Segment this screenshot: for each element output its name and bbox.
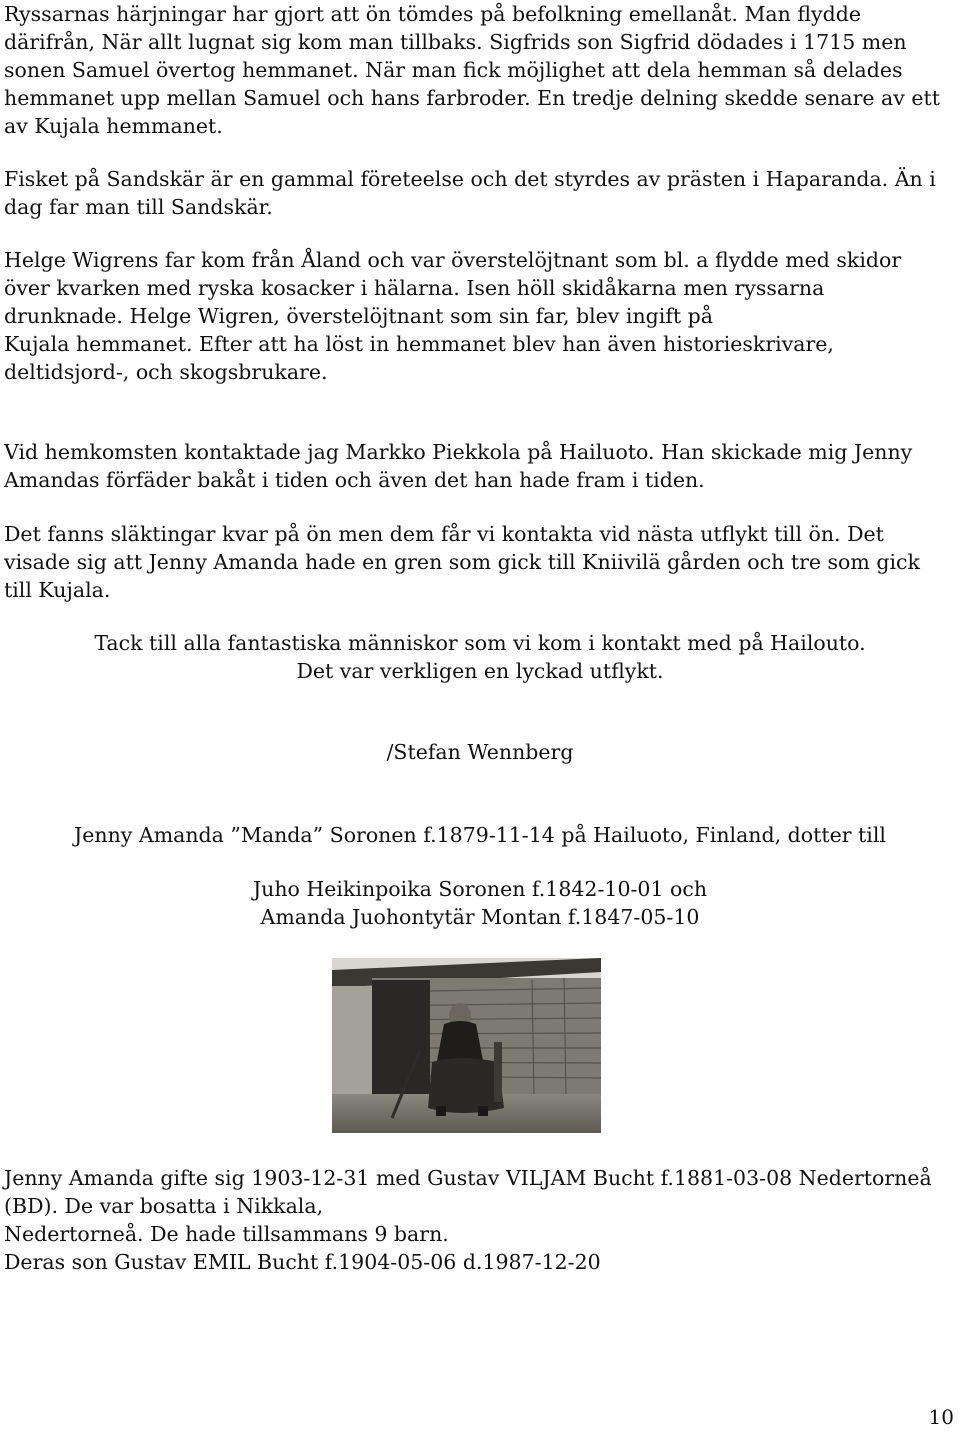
paragraph-homecoming-contact [4, 438, 956, 494]
text-line: /Stefan Wennberg [386, 740, 574, 764]
text-line: dag far man till Sandskär. [4, 195, 273, 219]
paragraph-russian-ravages [4, 0, 956, 140]
text-line: över kvarken med ryska kosacker i hälarna. Isen höll skidåkarna men ryssarna [4, 276, 825, 300]
text-line: Nedertorneå. De hade tillsammans 9 barn. [4, 1222, 449, 1246]
thanks-note [0, 629, 960, 685]
paragraph-fishing-sandskar [4, 165, 956, 221]
text-line: hemmanet upp mellan Samuel och hans farbroder. En tredje delning skedde senare av ett [4, 86, 940, 110]
text-line: Helge Wigrens far kom från Åland och var överstelöjtnant som bl. a flydde med skidor [4, 248, 902, 272]
genealogy-subject [0, 821, 960, 849]
paragraph-relatives [4, 520, 956, 604]
text-line: Amanda Juohontytär Montan f.1847-05-10 [260, 905, 700, 929]
text-line: sonen Samuel övertog hemmanet. När man fick möjlighet att dela hemman så delades [4, 58, 903, 82]
text-line: Amandas förfäder bakåt i tiden och även det han hade fram i tiden. [4, 468, 705, 492]
text-line: av Kujala hemmanet. [4, 114, 223, 138]
text-line: Vid hemkomsten kontaktade jag Markko Piekkola på Hailuoto. Han skickade mig Jenny [4, 440, 913, 464]
paragraph-marriage [4, 1164, 956, 1276]
text-line: Kujala hemmanet. Efter att ha löst in hemmanet blev han även historieskrivare, [4, 332, 834, 356]
genealogy-parents [0, 875, 960, 931]
text-line: Juho Heikinpoika Soronen f.1842-10-01 och [252, 877, 708, 901]
text-line: därifrån, När allt lugnat sig kom man tillbaks. Sigfrids son Sigfrid dödades i 1715 men [4, 30, 907, 54]
text-line: Det var verkligen en lyckad utflykt. [296, 659, 664, 683]
paragraph-helge-wigren [4, 246, 956, 386]
text-line: Tack till alla fantastiska människor som vi kom i kontakt med på Hailouto. [94, 631, 866, 655]
text-line: drunknade. Helge Wigren, överstelöjtnant som sin far, blev ingift på [4, 304, 714, 328]
author-signature [0, 738, 960, 766]
text-line: Jenny Amanda gifte sig 1903-12-31 med Gustav VILJAM Bucht f.1881-03-08 Nedertorneå [4, 1166, 932, 1190]
text-line: deltidsjord-, och skogsbrukare. [4, 360, 328, 384]
text-line: Jenny Amanda ”Manda” Soronen f.1879-11-14 på Hailuoto, Finland, dotter till [74, 823, 886, 847]
text-line: Ryssarnas härjningar har gjort att ön tömdes på befolkning emellanåt. Man flydde [4, 2, 862, 26]
historical-photo [332, 958, 601, 1133]
text-line: visade sig att Jenny Amanda hade en gren som gick till Kniivilä gården och tre som gick [4, 550, 920, 574]
text-line: (BD). De var bosatta i Nikkala, [4, 1194, 324, 1218]
text-line: Det fanns släktingar kvar på ön men dem får vi kontakta vid nästa utflykt till ön. Det [4, 522, 884, 546]
page-number: 10 [928, 1405, 954, 1429]
text-line: Deras son Gustav EMIL Bucht f.1904-05-06 d.1987-12-20 [4, 1250, 601, 1274]
text-line: till Kujala. [4, 578, 111, 602]
text-line: Fisket på Sandskär är en gammal företeelse och det styrdes av prästen i Haparanda. Än i [4, 167, 936, 191]
